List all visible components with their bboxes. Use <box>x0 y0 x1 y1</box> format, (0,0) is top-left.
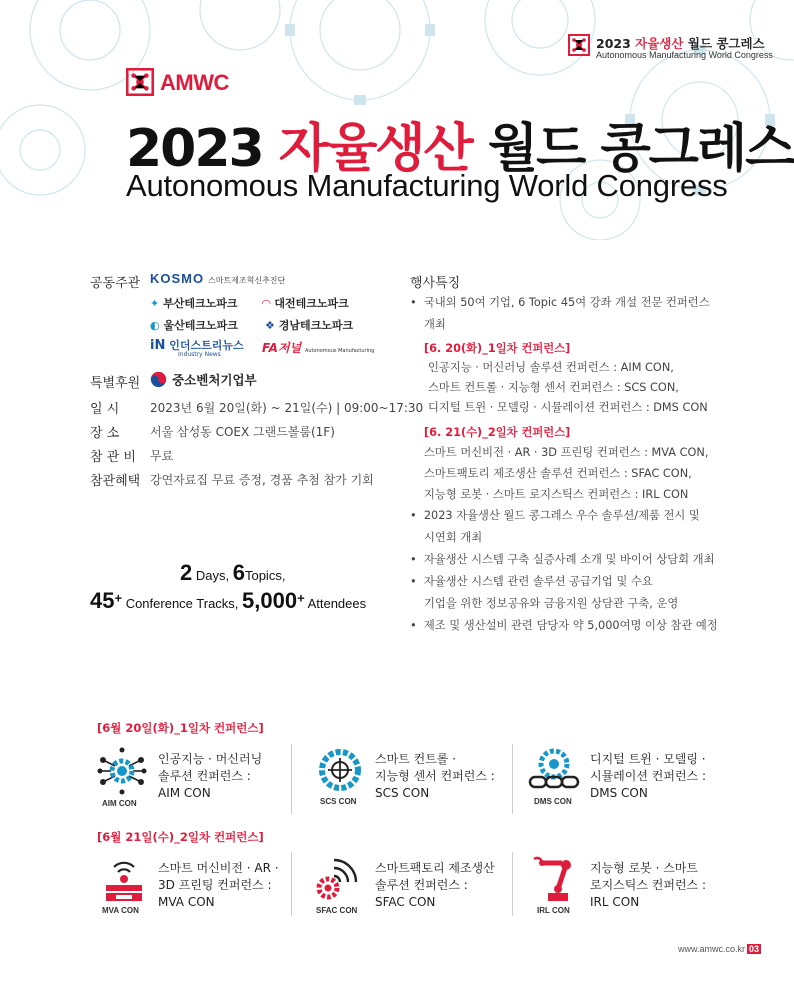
fa-journal-logo: FA저널 Autonomous Manufacturing <box>262 341 375 355</box>
footer <box>678 944 761 954</box>
cohost-label: 공동주관 <box>90 276 141 291</box>
robot-arm-icon <box>528 853 578 905</box>
gyeongnam-tp-icon: ❖ <box>265 319 275 332</box>
features-heading: 행사특징 <box>410 276 461 291</box>
chain-gear-icon <box>528 746 580 794</box>
aim-conference-name: 인공지능 · 머신러닝 솔루션 컨퍼런스 : AIM CON <box>158 752 263 800</box>
stats-line-2: 45+ Conference Tracks, 5,000+ Attendees <box>90 588 367 613</box>
ulsan-tp-icon: ◐ <box>150 319 160 332</box>
industry-news-logo: iN 인더스트리뉴스 Industry News <box>150 338 244 358</box>
day2-heading: [6. 21(수)_2일차 컨퍼런스] <box>424 426 571 439</box>
fee-value: 무료 <box>150 449 174 463</box>
sponsor-logo: 중소벤처기업부 <box>150 369 257 389</box>
day2-section-heading: [6월 21일(수)_2일차 컨퍼런스] <box>97 830 264 844</box>
feature-bullet: • 자율생산 시스템 구축 실증사례 소개 및 바이어 상담회 개최 <box>410 553 715 566</box>
place-label: 장 소 <box>90 426 120 441</box>
benefit-label: 참관혜택 <box>90 474 141 489</box>
divider <box>291 744 292 814</box>
scs-conference-name: 스마트 컨트롤 · 지능형 센서 컨퍼런스 : SCS CON <box>375 752 495 800</box>
mva-conference-name: 스마트 머신비전 · AR · 3D 프린팅 컨퍼런스 : MVA CON <box>158 861 279 909</box>
feature-bullet: • 국내외 50여 기업, 6 Topic 45여 강좌 개설 전문 컨퍼런스 <box>410 296 710 309</box>
feature-bullet-cont: 시연회 개최 <box>424 531 483 544</box>
dms-conference-name: 디지털 트윈 · 모델링 · 시뮬레이션 컨퍼런스 : DMS CON <box>590 752 707 800</box>
fee-label: 참 관 비 <box>90 450 136 465</box>
gyeongnam-tp-logo: ❖ 경남테크노파크 <box>265 319 354 332</box>
network-gear-icon <box>97 746 147 796</box>
wireless-gear-icon <box>314 852 362 904</box>
day1-item: 인공지능 · 머신러닝 솔루션 컨퍼런스 : AIM CON, <box>428 361 674 374</box>
daejeon-tp-logo: ◠ 대전테크노파크 <box>262 297 349 310</box>
irl-conference-name: 지능형 로봇 · 스마트 로지스틱스 컨퍼런스 : IRL CON <box>590 861 707 909</box>
corner-logo <box>568 34 773 64</box>
mva-code: MVA CON <box>102 906 139 915</box>
feature-bullet-cont: 기업을 위한 정보공유와 금융지원 상담관 구축, 운영 <box>424 597 679 610</box>
day2-item: 스마트 머신비전 · AR · 3D 프린팅 컨퍼런스 : MVA CON, <box>424 446 709 459</box>
stats-line-1: 2 Days, 6Topics, <box>180 560 286 585</box>
feature-bullet: • 자율생산 시스템 관련 솔루션 공급기업 및 수요 <box>410 575 653 588</box>
benefit-value: 강연자료집 무료 증정, 경품 추첨 참가 기회 <box>150 473 374 487</box>
amwc-mark-icon <box>568 34 590 56</box>
sponsor-label: 특별후원 <box>90 376 141 391</box>
corner-title: 2023 자율생산 월드 콩그레스 <box>596 36 765 51</box>
page-number: 03 <box>749 944 760 954</box>
place-value: 서울 삼성동 COEX 그랜드볼룸(1F) <box>150 425 335 439</box>
divider <box>291 852 292 916</box>
daejeon-tp-icon: ◠ <box>262 297 271 310</box>
ulsan-tp-logo: ◐ 울산테크노파크 <box>150 319 238 332</box>
footer-url[interactable]: www.amwc.co.kr <box>678 944 746 954</box>
sfac-conference-name: 스마트팩토리 제조생산 솔루션 컨퍼런스 : SFAC CON <box>375 861 495 909</box>
features-list <box>410 292 718 637</box>
busan-tp-icon: ✦ <box>150 297 160 310</box>
day1-item: 스마트 컨트롤 · 지능형 센서 컨퍼런스 : SCS CON, <box>428 381 679 394</box>
dms-code: DMS CON <box>534 797 572 806</box>
feature-bullet-cont: 개최 <box>424 318 446 331</box>
divider <box>512 744 513 814</box>
amwc-wordmark: AMWC <box>160 70 229 95</box>
taegeuk-icon <box>150 371 167 388</box>
kosmo-logo: KOSMO 스마트제조혁신추진단 <box>150 271 286 286</box>
page-title-en: Autonomous Manufacturing World Congress <box>126 168 728 203</box>
busan-tp-logo: ✦ 부산테크노파크 <box>150 297 238 310</box>
date-value: 2023년 6월 20일(화) ~ 21일(수) | 09:00~17:30 <box>150 401 424 415</box>
feature-bullet: • 제조 및 생산설비 관련 담당자 약 5,000여명 이상 참관 예정 <box>410 619 718 632</box>
sfac-code: SFAC CON <box>316 906 358 915</box>
target-gear-icon <box>316 746 364 794</box>
day2-item: 지능형 로봇 · 스마트 로지스틱스 컨퍼런스 : IRL CON <box>424 488 689 501</box>
aim-code: AIM CON <box>102 799 137 808</box>
date-label: 일 시 <box>90 402 120 417</box>
corner-subtitle: Autonomous Manufacturing World Congress <box>596 50 773 60</box>
day1-heading: [6. 20(화)_1일차 컨퍼런스] <box>424 342 571 355</box>
day1-item: 디지털 트윈 · 모델링 · 시뮬레이션 컨퍼런스 : DMS CON <box>428 401 708 414</box>
industry-news-icon: iN <box>150 338 166 353</box>
feature-bullet: • 2023 자율생산 월드 콩그레스 우수 솔루션/제품 전시 및 <box>410 509 700 522</box>
3d-printer-icon <box>102 855 146 905</box>
page-title: 2023 자율생산 월드 콩그레스 <box>126 119 794 179</box>
day2-item: 스마트팩토리 제조생산 솔루션 컨퍼런스 : SFAC CON, <box>424 467 692 480</box>
scs-code: SCS CON <box>320 797 357 806</box>
day1-section-heading: [6월 20일(화)_1일차 컨퍼런스] <box>97 721 264 735</box>
irl-code: IRL CON <box>537 906 570 915</box>
amwc-mark-icon <box>126 68 154 96</box>
divider <box>512 852 513 916</box>
